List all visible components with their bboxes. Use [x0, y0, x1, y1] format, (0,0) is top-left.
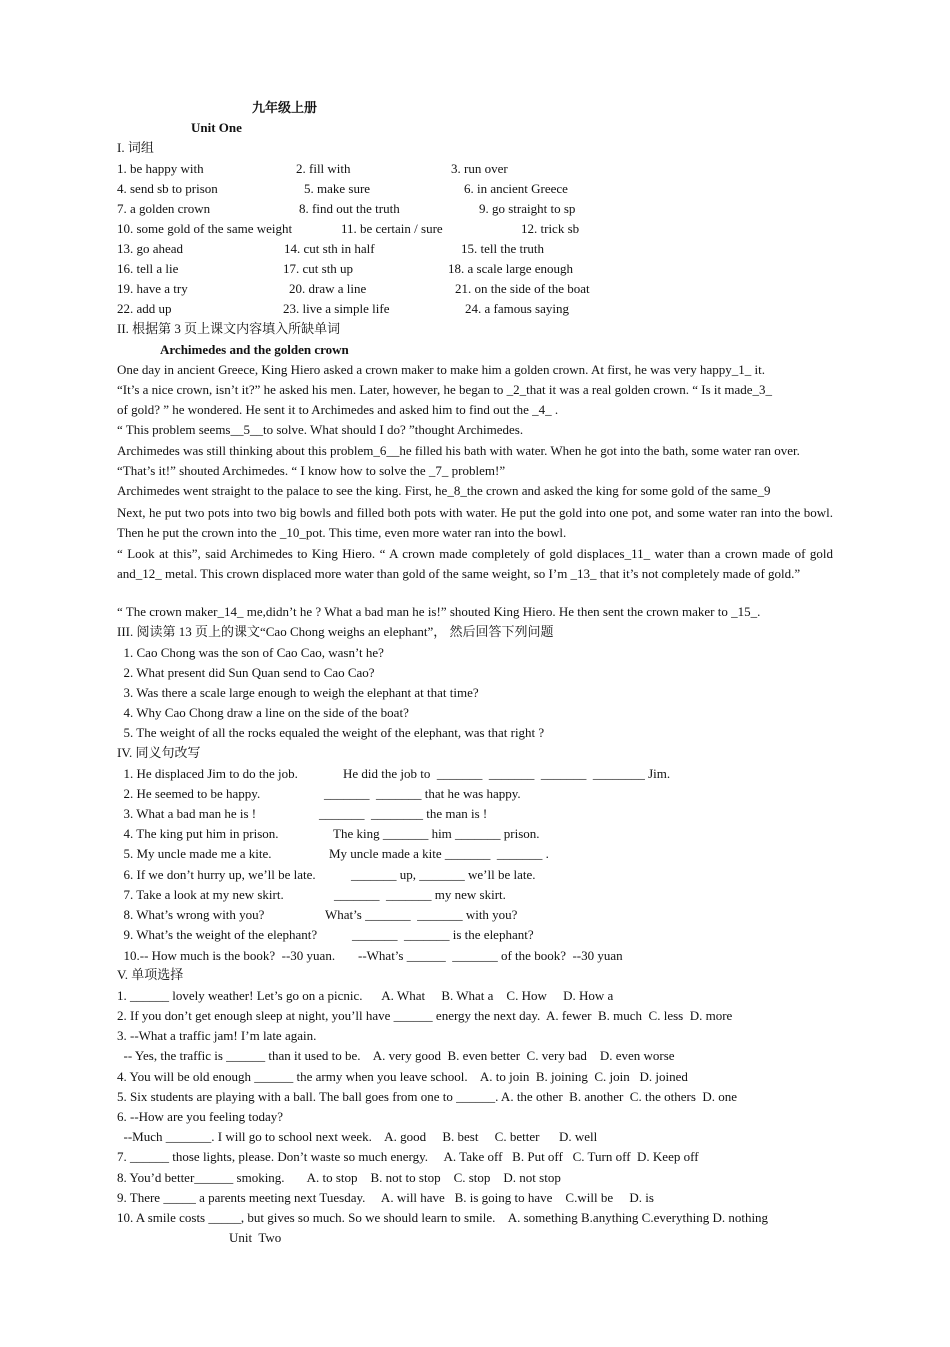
- phrase-item: 18. a scale large enough: [448, 261, 574, 276]
- story-line: One day in ancient Greece, King Hiero asked a crown maker to make him a golden crown. At first, he was very happy_1_ it.: [117, 362, 765, 377]
- phrase-item: 24. a famous saying: [465, 301, 569, 316]
- rewrite-target: _______ _______ my new skirt.: [334, 887, 506, 902]
- rewrite-original: 4. The king put him in prison.: [117, 826, 279, 841]
- rewrite-target: _______ _______ is the elephant?: [352, 927, 534, 942]
- rewrite-target: --What’s ______ _______ of the book? --30 yuan: [358, 948, 623, 963]
- unit-two-title: Unit Two: [229, 1230, 282, 1245]
- mc-item: 10. A smile costs _____, but gives so much. So we should learn to smile. A. something B.anything C.everything D. nothing: [117, 1210, 769, 1225]
- phrase-item: 23. live a simple life: [283, 301, 390, 316]
- story-line: “That’s it!” shouted Archimedes. “ I know how to solve the _7_ problem!”: [117, 463, 506, 478]
- story-paragraph: Next, he put two pots into two big bowls and filled both pots with water. He put the gold into one pot, and some water ran into the bowl. Then he put the crown into the _10_pot. This time, even more water ran into the bowl.: [117, 505, 833, 540]
- rewrite-original: 3. What a bad man he is !: [117, 806, 257, 821]
- rewrite-original: 1. He displaced Jim to do the job.: [117, 766, 298, 781]
- mc-item: 4. You will be old enough ______ the army when you leave school. A. to join B. joining C. join D. joined: [117, 1069, 688, 1084]
- rewrite-target: _______ ________ the man is !: [319, 806, 488, 821]
- section-1-heading: I. 词组: [117, 140, 154, 155]
- rewrite-original: 9. What’s the weight of the elephant?: [117, 927, 318, 942]
- phrase-item: 10. some gold of the same weight: [117, 221, 293, 236]
- phrase-item: 15. tell the truth: [461, 241, 545, 256]
- question-item: 4. Why Cao Chong draw a line on the side of the boat?: [117, 705, 409, 720]
- mc-item: 9. There _____ a parents meeting next Tuesday. A. will have B. is going to have C.will be D. is: [117, 1190, 654, 1205]
- section-4-heading: IV. 同义句改写: [117, 745, 201, 760]
- phrase-item: 9. go straight to sp: [479, 201, 576, 216]
- rewrite-original: 7. Take a look at my new skirt.: [117, 887, 284, 902]
- story-line: Archimedes was still thinking about this problem_6__he filled his bath with water. When he got into the bath, some water ran over.: [117, 443, 800, 458]
- phrase-item: 8. find out the truth: [299, 201, 400, 216]
- mc-item: 2. If you don’t get enough sleep at night, you’ll have ______ energy the next day. A. fewer B. much C. less D. more: [117, 1008, 733, 1023]
- phrase-item: 11. be certain / sure: [341, 221, 443, 236]
- mc-item: 1. ______ lovely weather! Let’s go on a picnic. A. What B. What a C. How D. How a: [117, 988, 614, 1003]
- rewrite-target: _______ up, _______ we’ll be late.: [351, 867, 536, 882]
- mc-item: 8. You’d better______ smoking. A. to stop B. not to stop C. stop D. not stop: [117, 1170, 561, 1185]
- phrase-item: 3. run over: [451, 161, 508, 176]
- grade-title: 九年级上册: [252, 100, 318, 115]
- phrase-item: 6. in ancient Greece: [464, 181, 568, 196]
- rewrite-target: My uncle made a kite _______ _______ .: [329, 846, 549, 861]
- story-paragraph: “ Look at this”, said Archimedes to King Hiero. “ A crown made completely of gold displaces_11_ water than a crown made of gold and_12_ metal. This crown displaced more water than gold of the same weight, so I’m _13_ that it’s not completely made of gold.”: [117, 546, 833, 581]
- phrase-item: 21. on the side of the boat: [455, 281, 590, 296]
- mc-item: 7. ______ those lights, please. Don’t waste so much energy. A. Take off B. Put off C. Turn off D. Keep off: [117, 1149, 699, 1164]
- question-item: 3. Was there a scale large enough to weigh the elephant at that time?: [117, 685, 479, 700]
- rewrite-original: 6. If we don’t hurry up, we’ll be late.: [117, 867, 316, 882]
- rewrite-target: The king _______ him _______ prison.: [333, 826, 540, 841]
- phrase-item: 22. add up: [117, 301, 172, 316]
- section-2-heading: II. 根据第 3 页上课文内容填入所缺单词: [117, 321, 341, 336]
- phrase-item: 1. be happy with: [117, 161, 204, 176]
- mc-item: 3. --What a traffic jam! I’m late again.: [117, 1028, 317, 1043]
- mc-item: 5. Six students are playing with a ball. The ball goes from one to ______. A. the other B. another C. the others D. one: [117, 1089, 738, 1104]
- rewrite-original: 2. He seemed to be happy.: [117, 786, 261, 801]
- rewrite-original: 10.-- How much is the book? --30 yuan.: [117, 948, 336, 963]
- phrase-item: 20. draw a line: [289, 281, 367, 296]
- phrase-item: 7. a golden crown: [117, 201, 211, 216]
- question-item: 2. What present did Sun Quan send to Cao Cao?: [117, 665, 375, 680]
- story-line: Archimedes went straight to the palace to see the king. First, he_8_the crown and asked the king for some gold of the same_9: [117, 483, 771, 498]
- phrase-item: 5. make sure: [304, 181, 371, 196]
- mc-item: -- Yes, the traffic is ______ than it used to be. A. very good B. even better C. very bad D. even worse: [117, 1048, 675, 1063]
- phrase-item: 17. cut sth up: [283, 261, 354, 276]
- story-title: Archimedes and the golden crown: [160, 342, 349, 357]
- mc-item: --Much _______. I will go to school next week. A. good B. best C. better D. well: [117, 1129, 598, 1144]
- mc-item: 6. --How are you feeling today?: [117, 1109, 284, 1124]
- phrase-item: 2. fill with: [296, 161, 351, 176]
- phrase-item: 13. go ahead: [117, 241, 184, 256]
- unit-one-title: Unit One: [191, 120, 242, 135]
- story-line: “It’s a nice crown, isn’t it?” he asked his men. Later, however, he began to _2_that it was a real golden crown. “ Is it made_3_: [117, 382, 773, 397]
- story-line: “ This problem seems__5__to solve. What should I do? ”thought Archimedes.: [117, 422, 524, 437]
- rewrite-target: What’s _______ _______ with you?: [325, 907, 518, 922]
- section-5-heading: V. 单项选择: [117, 967, 184, 982]
- section-3-heading: III. 阅读第 13 页上的课文“Cao Chong weighs an elephant”， 然后回答下列问题: [117, 624, 554, 639]
- rewrite-target: He did the job to _______ _______ _______ ________ Jim.: [343, 766, 671, 781]
- phrase-item: 14. cut sth in half: [284, 241, 375, 256]
- question-item: 5. The weight of all the rocks equaled the weight of the elephant, was that right ?: [117, 725, 545, 740]
- phrase-item: 4. send sb to prison: [117, 181, 218, 196]
- rewrite-original: 5. My uncle made me a kite.: [117, 846, 272, 861]
- rewrite-target: _______ _______ that he was happy.: [324, 786, 521, 801]
- story-line: of gold? ” he wondered. He sent it to Archimedes and asked him to find out the _4_ .: [117, 402, 559, 417]
- phrase-item: 12. trick sb: [521, 221, 580, 236]
- phrase-item: 19. have a try: [117, 281, 188, 296]
- question-item: 1. Cao Chong was the son of Cao Cao, wasn’t he?: [117, 645, 384, 660]
- story-line: “ The crown maker_14_ me,didn’t he ? What a bad man he is!” shouted King Hiero. He then sent the crown maker to _15_.: [117, 604, 761, 619]
- rewrite-original: 8. What’s wrong with you?: [117, 907, 265, 922]
- phrase-item: 16. tell a lie: [117, 261, 179, 276]
